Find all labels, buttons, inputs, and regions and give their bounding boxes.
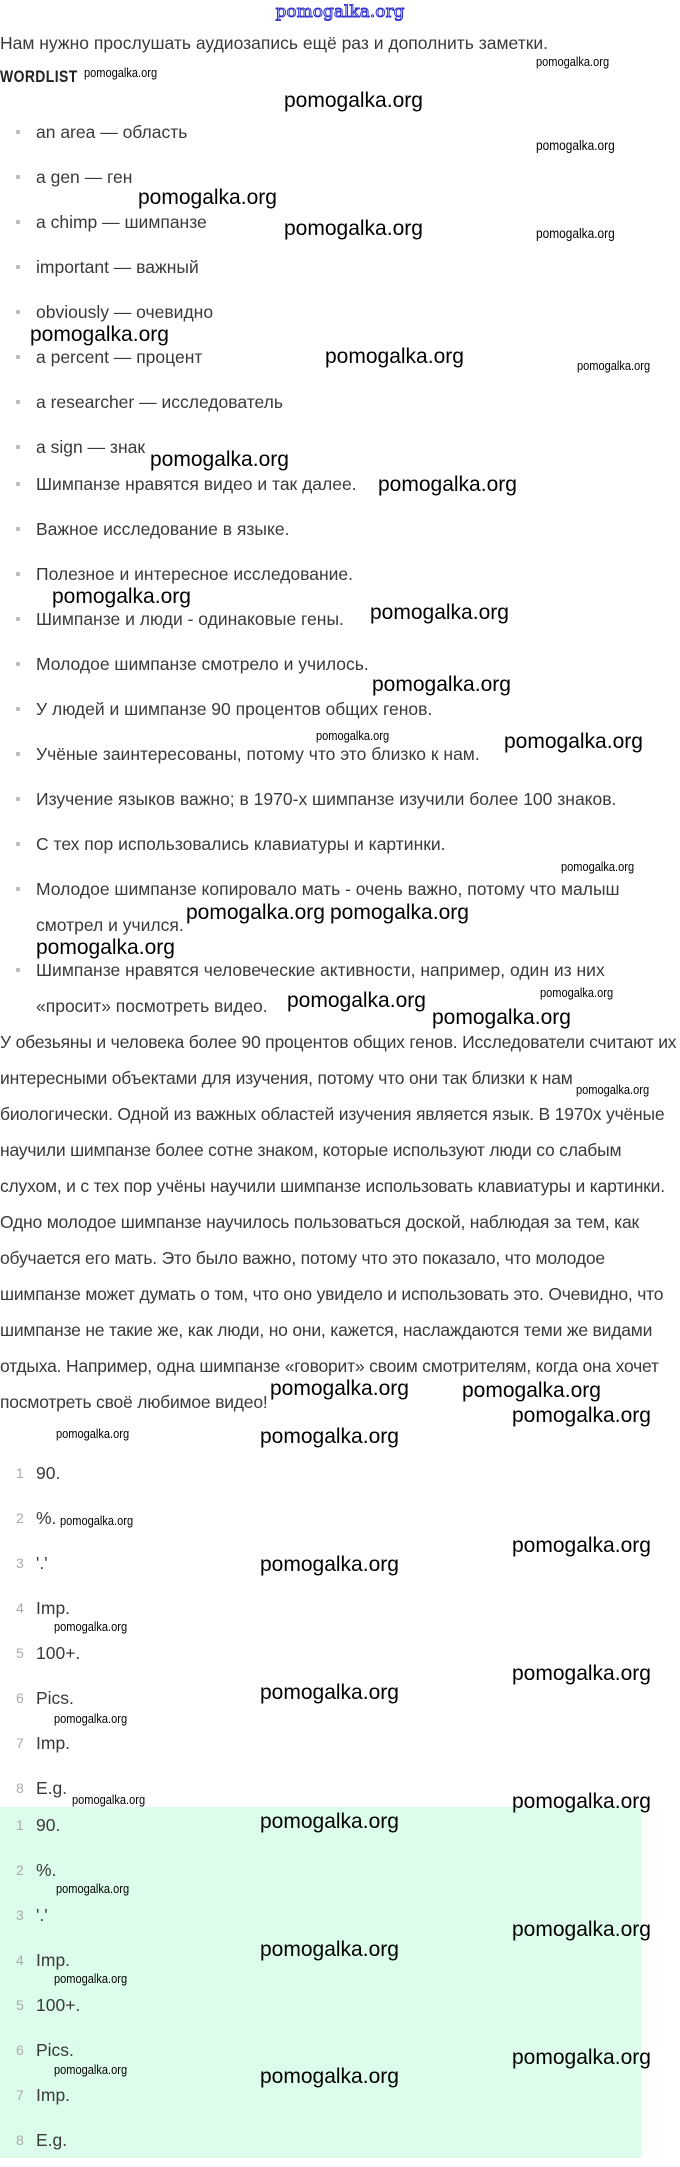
- answers-list: [0, 1455, 640, 1815]
- answer-text: E.g.: [36, 1778, 68, 1798]
- watermark: pomogalka.org: [260, 1938, 399, 1961]
- watermark: pomogalka.org: [150, 448, 289, 471]
- summary-paragraph: У обезьяны и человека более 90 процентов общих генов. Исследователи считают их интересными объектами для изучения, потому что они так близки к нам биологически. Одной из важных областей изучения является язык. В 1970х учёные научили шимпанзе более сотне знаком, которые используют люди со слабым слухом, и с тех пор учёны научили шимпанзе использовать клавиатуры и картинки. Одно молодое шимпанзе научилось пользоваться доской, наблюдая за тем, как обучается его мать. Это было важно, потому что это показало, что молодое шимпанзе может думать о том, что оно увидело и использовать это. Очевидно, что шимпанзе не такие же, как люди, но они, кажется, наслаждаются теми же видами отдыха. Например, одна шимпанзе «говорит» своим смотрителям, когда она хочет посмотреть своё любимое видео!: [0, 1032, 677, 1412]
- watermark: pomogalka.org: [577, 358, 651, 373]
- word-entry: a chimp — шимпанзе: [36, 212, 207, 232]
- watermark: pomogalka.org: [54, 1619, 128, 1634]
- list-item: [0, 646, 640, 682]
- watermark: pomogalka.org: [260, 1553, 399, 1576]
- word-entry: a researcher — исследователь: [36, 392, 283, 412]
- wordlist-heading: WORDLIST: [0, 67, 78, 86]
- watermark: pomogalka.org: [512, 1534, 651, 1557]
- watermark: pomogalka.org: [576, 1082, 650, 1097]
- answer-text: 100+.: [36, 1643, 81, 1663]
- note: Молодое шимпанзе смотрело и училось.: [36, 654, 369, 674]
- word-entry: a gen — ген: [36, 167, 133, 187]
- item-number: 6: [16, 2042, 24, 2058]
- item-number: 7: [16, 1735, 24, 1751]
- item-number: 1: [16, 1465, 24, 1481]
- item-number: 2: [16, 1862, 24, 1878]
- watermark: pomogalka.org: [512, 1918, 651, 1941]
- bullet-icon: [16, 572, 20, 576]
- word-entry: an area — область: [36, 122, 188, 142]
- watermark: pomogalka.org: [30, 323, 169, 346]
- watermark: pomogalka.org: [260, 1810, 399, 1833]
- watermark: pomogalka.org: [84, 65, 158, 80]
- watermark: pomogalka.org: [536, 137, 615, 153]
- item-number: 7: [16, 2087, 24, 2103]
- watermark: pomogalka.org: [512, 1404, 651, 1427]
- watermark: pomogalka.org: [72, 1792, 146, 1807]
- note: У людей и шимпанзе 90 процентов общих генов.: [36, 699, 433, 719]
- watermark: pomogalka.org: [370, 601, 509, 624]
- site-title-link[interactable]: pomogalka.org: [275, 2, 405, 22]
- watermark: pomogalka.org: [36, 936, 175, 959]
- item-number: 5: [16, 1997, 24, 2013]
- item-number: 3: [16, 1555, 24, 1571]
- watermark: pomogalka.org: [54, 1711, 128, 1726]
- watermark: pomogalka.org: [512, 2046, 651, 2069]
- list-item: [0, 781, 640, 817]
- watermark: pomogalka.org: [432, 1006, 571, 1029]
- watermark: pomogalka.org: [284, 89, 423, 112]
- bullet-icon: [16, 797, 20, 801]
- list-item: [0, 384, 640, 420]
- note: Шимпанзе и люди - одинаковые гены.: [36, 609, 344, 629]
- note: Важное исследование в языке.: [36, 519, 290, 539]
- answer-text: %.: [36, 1860, 57, 1880]
- item-number: 8: [16, 2132, 24, 2148]
- watermark: pomogalka.org: [378, 473, 517, 496]
- item-number: 8: [16, 1780, 24, 1796]
- bullet-icon: [16, 310, 20, 314]
- answer-text: 90.: [36, 1815, 61, 1835]
- watermark: pomogalka.org: [287, 989, 426, 1012]
- answer-item: [0, 1455, 640, 1500]
- note: С тех пор использовались клавиатуры и картинки.: [36, 834, 446, 854]
- bullet-icon: [16, 220, 20, 224]
- answer-text: Pics.: [36, 1688, 74, 1708]
- note: Молодое шимпанзе копировало мать - очень важно, потому что малыш смотрел и учился.: [36, 879, 620, 935]
- answer-text: 90.: [36, 1463, 61, 1483]
- watermark: pomogalka.org: [56, 1881, 130, 1896]
- bullet-icon: [16, 752, 20, 756]
- item-number: 3: [16, 1907, 24, 1923]
- item-number: 4: [16, 1600, 24, 1616]
- bullet-icon: [16, 400, 20, 404]
- watermark: pomogalka.org: [462, 1379, 601, 1402]
- watermark: pomogalka.org: [186, 901, 325, 924]
- answer-text: %.: [36, 1508, 57, 1528]
- answer-item: [0, 1725, 640, 1770]
- list-item: [0, 249, 640, 285]
- watermark: pomogalka.org: [325, 345, 464, 368]
- list-item: [0, 429, 640, 465]
- note: Полезное и интересное исследование.: [36, 564, 353, 584]
- bullet-icon: [16, 482, 20, 486]
- item-number: 2: [16, 1510, 24, 1526]
- bullet-icon: [16, 968, 20, 972]
- answer-text: '.': [36, 1905, 48, 1925]
- answer-text: Imp.: [36, 1598, 71, 1618]
- bullet-icon: [16, 842, 20, 846]
- answer-text: '.': [36, 1553, 48, 1573]
- list-item: [0, 466, 640, 502]
- note: Учёные заинтересованы, потому что это близко к нам.: [36, 744, 480, 764]
- note: Изучение языков важно; в 1970-х шимпанзе изучили более 100 знаков.: [36, 789, 617, 809]
- bullet-icon: [16, 265, 20, 269]
- bullet-icon: [16, 662, 20, 666]
- watermark: pomogalka.org: [54, 1971, 128, 1986]
- watermark: pomogalka.org: [260, 2065, 399, 2088]
- watermark: pomogalka.org: [372, 673, 511, 696]
- note: Шимпанзе нравятся видео и так далее.: [36, 474, 357, 494]
- word-entry: a percent — процент: [36, 347, 203, 367]
- word-entry: a sign — знак: [36, 437, 145, 457]
- watermark: pomogalka.org: [561, 859, 635, 874]
- item-number: 6: [16, 1690, 24, 1706]
- watermark: pomogalka.org: [260, 1425, 399, 1448]
- wordlist: [0, 114, 640, 474]
- answer-text: Imp.: [36, 1950, 71, 1970]
- watermark: pomogalka.org: [260, 1681, 399, 1704]
- list-item: [0, 691, 640, 727]
- note: Шимпанзе нравятся человеческие активности, например, один из них «просит» посмотреть видео.: [36, 960, 605, 1016]
- answers-list-highlighted: [0, 1807, 640, 2167]
- list-item: [0, 826, 640, 862]
- bullet-icon: [16, 887, 20, 891]
- watermark: pomogalka.org: [60, 1513, 134, 1528]
- watermark: pomogalka.org: [52, 585, 191, 608]
- item-number: 4: [16, 1952, 24, 1968]
- watermark: pomogalka.org: [270, 1377, 409, 1400]
- intro-text: Нам нужно прослушать аудиозапись ещё раз и дополнить заметки.: [0, 33, 549, 53]
- answer-text: E.g.: [36, 2130, 68, 2150]
- item-number: 1: [16, 1817, 24, 1833]
- answer-text: Pics.: [36, 2040, 74, 2060]
- watermark: pomogalka.org: [138, 186, 277, 209]
- bullet-icon: [16, 130, 20, 134]
- bullet-icon: [16, 355, 20, 359]
- bullet-icon: [16, 707, 20, 711]
- answer-item: [0, 2122, 640, 2167]
- item-number: 5: [16, 1645, 24, 1661]
- watermark: pomogalka.org: [512, 1662, 651, 1685]
- bullet-icon: [16, 445, 20, 449]
- watermark: pomogalka.org: [284, 217, 423, 240]
- watermark: pomogalka.org: [54, 2062, 128, 2077]
- watermark: pomogalka.org: [540, 985, 614, 1000]
- watermark: pomogalka.org: [316, 728, 390, 743]
- watermark: pomogalka.org: [536, 225, 615, 241]
- bullet-icon: [16, 617, 20, 621]
- bullet-icon: [16, 175, 20, 179]
- answer-text: 100+.: [36, 1995, 81, 2015]
- answer-text: Imp.: [36, 2085, 71, 2105]
- watermark: pomogalka.org: [512, 1790, 651, 1813]
- watermark: pomogalka.org: [504, 730, 643, 753]
- bullet-icon: [16, 527, 20, 531]
- answer-text: Imp.: [36, 1733, 71, 1753]
- word-entry: obviously — очевидно: [36, 302, 214, 322]
- watermark: pomogalka.org: [536, 54, 610, 69]
- watermark: pomogalka.org: [330, 901, 469, 924]
- list-item: [0, 159, 640, 195]
- list-item: [0, 511, 640, 547]
- answer-item: [0, 1987, 640, 2032]
- word-entry: important — важный: [36, 257, 199, 277]
- watermark: pomogalka.org: [56, 1426, 130, 1441]
